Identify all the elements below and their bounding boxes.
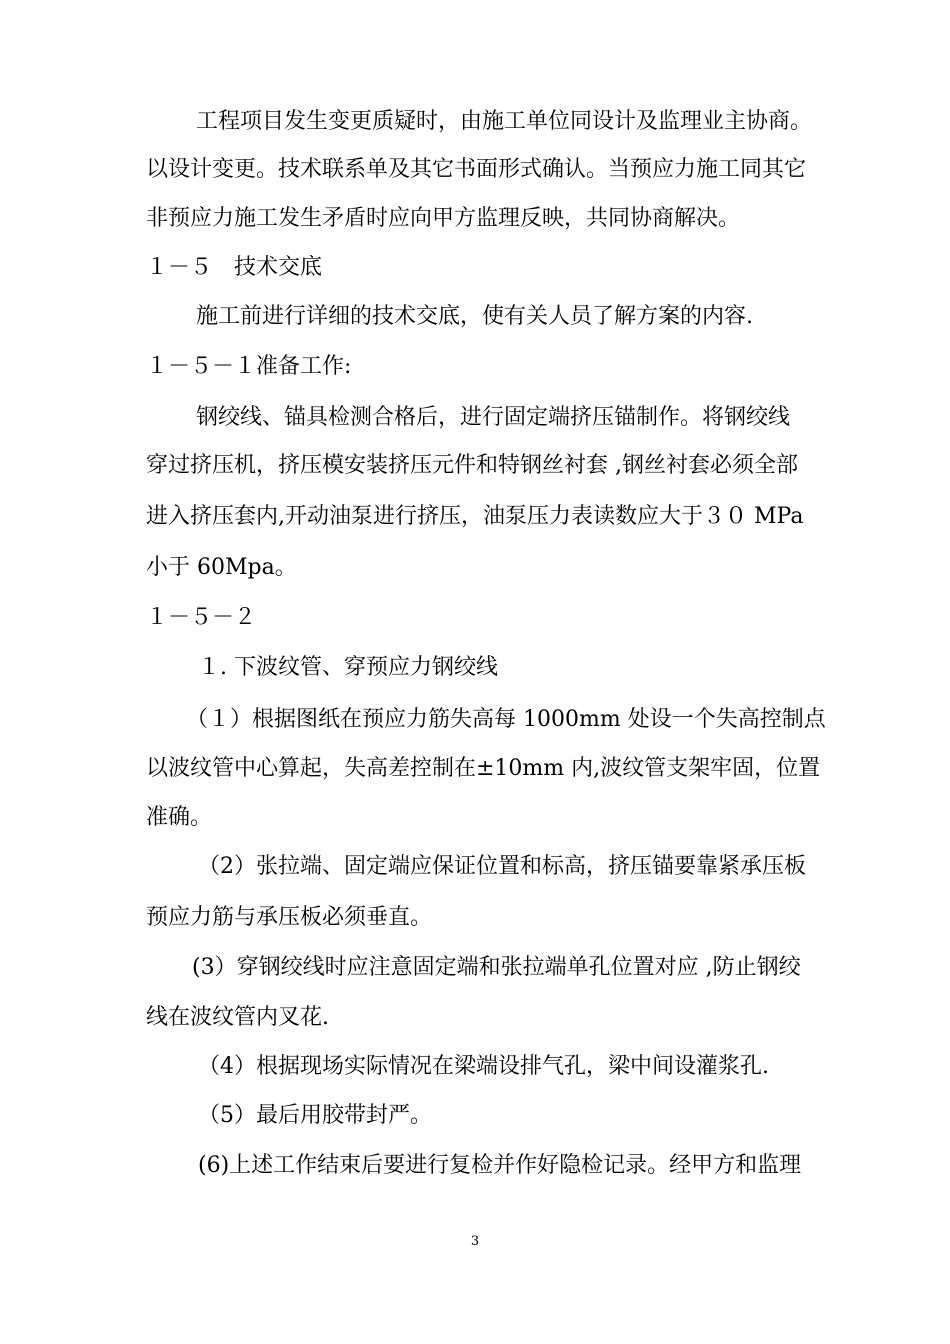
text-line-16: （2）张拉端、固定端应保证位置和标高，挤压锚要靠紧承压板: [198, 854, 806, 879]
page-number: 3: [470, 1234, 480, 1249]
text-line-10: 小于 60Mpa。: [146, 555, 297, 580]
text-line-18: (3）穿钢绞线时应注意固定端和张拉端单孔位置对应 ,防止钢绞: [192, 955, 801, 980]
text-line-15: 准确。: [146, 805, 213, 830]
section-heading-1-5: １－５ 技术交底: [146, 255, 323, 280]
text-line-1: 工程项目发生变更质疑时，由施工单位同设计及监理业主协商。: [196, 109, 813, 134]
text-line-17: 预应力筋与承压板必须垂直。: [146, 905, 433, 930]
text-line-8: 穿过挤压机，挤压模安装挤压元件和特钢丝衬套 ,钢丝衬套必须全部: [146, 453, 798, 478]
subsection-heading-1: １. 下波纹管、穿预应力钢绞线: [198, 655, 498, 680]
text-line-5: 施工前进行详细的技术交底，使有关人员了解方案的内容.: [196, 304, 753, 329]
text-line-22: (6)上述工作结束后要进行复检并作好隐检记录。经甲方和监理: [198, 1153, 802, 1178]
text-line-14: 以波纹管中心算起，失高差控制在±10mm 内,波纹管支架牢固，位置: [146, 756, 821, 781]
text-line-9: 进入挤压套内,开动油泵进行挤压，油泵压力表读数应大于３０ MPa: [146, 504, 804, 529]
text-line-3: 非预应力施工发生矛盾时应向甲方监理反映，共同协商解决。: [146, 206, 741, 231]
text-line-13: （１）根据图纸在预应力筋失高每 1000mm 处设一个失高控制点: [186, 707, 826, 732]
text-line-7: 钢绞线、锚具检测合格后，进行固定端挤压锚制作。将钢绞线: [196, 405, 791, 430]
text-line-21: （5）最后用胶带封严。: [198, 1103, 432, 1128]
text-line-2: 以设计变更。技术联系单及其它书面形式确认。当预应力施工同其它: [146, 157, 807, 182]
text-line-19: 线在波纹管内叉花.: [146, 1005, 329, 1030]
section-heading-1-5-2: １－５－２: [146, 605, 257, 630]
text-line-20: （4）根据现场实际情况在梁端设排气孔，梁中间设灌浆孔.: [198, 1054, 769, 1079]
section-heading-1-5-1: １－５－１准备工作:: [146, 354, 352, 379]
